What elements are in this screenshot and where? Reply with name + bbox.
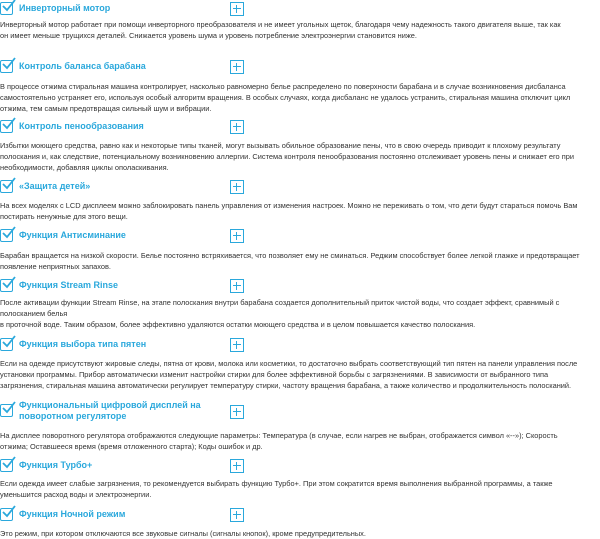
checkbox-check-icon xyxy=(0,180,13,193)
expand-plus-icon[interactable] xyxy=(230,279,244,293)
feature-description-line: постирать ненужные для этого вещи. xyxy=(0,212,128,221)
feature-description-line: полоскания и, как следствие, потенциальному возникновению аллергии. Система контроля пенообразования постоянно отслеживает уровень пены и снижает его при xyxy=(0,152,574,161)
checkbox-check-icon xyxy=(0,2,13,15)
feature-description-line: Барабан вращается на низкой скорости. Белье постоянно встряхивается, что позволяет ему не сминаться. Реджим способствует более легкой глажке и предотвращает xyxy=(0,251,580,260)
feature-title xyxy=(19,400,219,422)
feature-description-line: На всех моделях с LCD дисплеем можно заблокировать панель управления от изменения настроек. Можно не переживать о том, что дети будут стараться помочь Вам xyxy=(0,201,578,210)
feature-description-line: В процессе отжима стиральная машина контролирует, насколько равномерно белье распределено по поверхности барабана и в случае возникновения дисбаланса xyxy=(0,82,566,91)
feature-description-line: установки программы. Прибор автоматически изменит настройки стирки для более эффективной борьбы с загрязнениями. В зависимости от выбранного типа xyxy=(0,370,549,379)
feature-description-line: Инверторный мотор работает при помощи инверторного преобразователя и не имеет угольных щеток, благодаря чему надежность такого двигателя выше, так как xyxy=(0,20,561,29)
feature-stain-type xyxy=(0,338,600,390)
feature-description-line: Если одежда имеет слабые загрязнения, то рекомендуется выбирать функцию Турбо+. При этом сократится время выполнения выбранной программы, а также xyxy=(0,479,553,488)
feature-title-line: поворотном регуляторе xyxy=(19,411,127,421)
checkbox-check-icon xyxy=(0,459,13,472)
feature-foam-control xyxy=(0,120,600,172)
feature-description-line: Это режим, при котором отключаются все звуковые сигналы (сигналы кнопок), кроме предупредительных. xyxy=(0,529,366,538)
feature-title: Функция Турбо+ xyxy=(19,460,93,470)
feature-title: Инверторный мотор xyxy=(19,3,111,13)
feature-anti-crease xyxy=(0,229,600,271)
feature-description-line: полосканием белья xyxy=(0,309,68,318)
feature-digital-display xyxy=(0,400,600,451)
feature-description-line: После активации функции Stream Rinse, на этапе полоскания внутри барабана создается дополнительный приток чистой воды, что создает эффект, сравнимый с xyxy=(0,298,560,307)
feature-title: Функция Антисминание xyxy=(19,230,126,240)
expand-plus-icon[interactable] xyxy=(230,459,244,473)
feature-night-mode xyxy=(0,508,600,538)
feature-description-line: необходимости, добавляя циклы ополаскивания. xyxy=(0,163,169,172)
feature-title: «Защита детей» xyxy=(19,181,91,191)
checkbox-check-icon xyxy=(0,404,13,417)
feature-child-lock xyxy=(0,180,600,221)
checkbox-check-icon xyxy=(0,279,13,292)
expand-plus-icon[interactable] xyxy=(230,229,244,243)
feature-title-line: Функциональный цифровой дисплей на xyxy=(19,400,201,410)
feature-title: Функция Stream Rinse xyxy=(19,280,118,290)
expand-plus-icon[interactable] xyxy=(230,405,244,419)
checkbox-check-icon xyxy=(0,229,13,242)
feature-title: Функция Ночной режим xyxy=(19,509,126,519)
feature-title: Контроль баланса барабана xyxy=(19,61,146,71)
expand-plus-icon[interactable] xyxy=(230,338,244,352)
feature-description-line: появление неприятных запахов. xyxy=(0,262,111,271)
expand-plus-icon[interactable] xyxy=(230,508,244,522)
checkbox-check-icon xyxy=(0,120,13,133)
feature-description-line: в проточной воде. Таким образом, более эффективно удаляются остатки моющего средства и в целом повышается качество полоскания. xyxy=(0,320,476,329)
feature-description-line: отжима, тем самым предотвращая сильный шум и вибрации. xyxy=(0,104,212,113)
expand-plus-icon[interactable] xyxy=(230,2,244,16)
feature-description-line: отжима; Оставшееся время (время отложенного старта); Коды ошибок и др. xyxy=(0,442,263,451)
feature-title: Функция выбора типа пятен xyxy=(19,339,147,349)
feature-turbo-plus xyxy=(0,459,600,499)
checkbox-check-icon xyxy=(0,508,13,521)
checkbox-check-icon xyxy=(0,338,13,351)
feature-description-line: самостоятельно устраняет его, используя особый алгоритм вращения. В особых случаях, когда дисбаланс не удалось устранить, стиральная машина отключит цикл xyxy=(0,93,571,102)
feature-description-line: Если на одежде присутствуют жировые следы, пятна от крови, молока или косметики, то достаточно выбрать соответствующий тип пятен на панели управления после xyxy=(0,359,578,368)
feature-description-line: Избытки моющего средства, равно как и некоторые типы тканей, могут вызывать обильное образование пены, что в свою очередь приводит к плохому результату xyxy=(0,141,561,150)
feature-description-line: На дисплее поворотного регулятора отображаются следующие параметры: Температура (в случае, если нагрев не выбран, отображается символ «--»); Скорость xyxy=(0,431,558,440)
expand-plus-icon[interactable] xyxy=(230,60,244,74)
checkbox-check-icon xyxy=(0,60,13,73)
feature-title: Контроль пенообразования xyxy=(19,121,144,131)
feature-stream-rinse xyxy=(0,279,600,329)
feature-drum-balance xyxy=(0,60,600,113)
feature-description-line: загрязнения, стиральная машина автоматически регулирует температуру стирки, частоту вращения барабана, а также количество и продолжительность полосканий. xyxy=(0,381,572,390)
expand-plus-icon[interactable] xyxy=(230,180,244,194)
feature-description-line: он имеет меньше трущихся деталей. Снижается уровень шума и уровень потребление электроэнергии становится ниже. xyxy=(0,31,417,40)
feature-description-line: уменьшится расход воды и электроэнергии. xyxy=(0,490,152,499)
expand-plus-icon[interactable] xyxy=(230,120,244,134)
feature-inverter-motor xyxy=(0,2,600,40)
